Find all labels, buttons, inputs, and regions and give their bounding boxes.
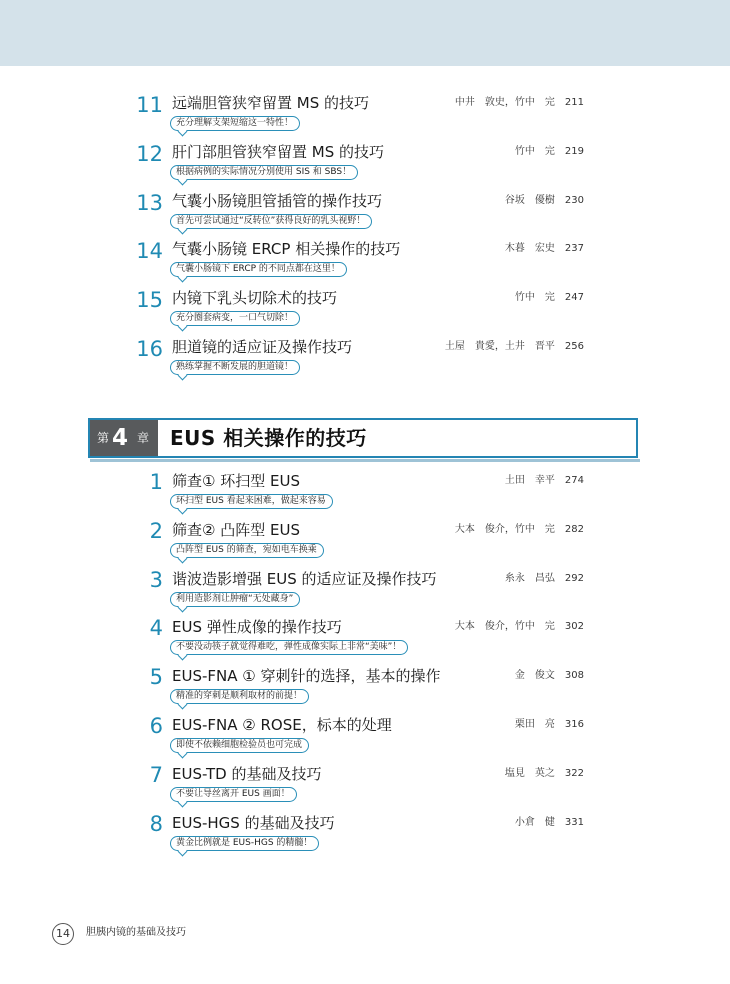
chapter-number-box xyxy=(90,420,158,456)
entry-author-page: 大本 俊介，竹中 完 302 xyxy=(454,621,584,633)
entry-tagline: 即使不依赖细胞检验员也可完成 xyxy=(170,738,309,753)
entry-number: 14 xyxy=(136,239,163,264)
running-footer-title: 胆胰内镜的基础及技巧 xyxy=(86,927,186,938)
entry-author-page: 木暮 宏史 237 xyxy=(504,243,584,255)
toc-entry[interactable] xyxy=(0,812,730,861)
entry-tagline: 不要没动筷子就觉得难吃，弹性成像实际上非常“美味”！ xyxy=(170,640,408,655)
entry-number: 12 xyxy=(136,141,163,166)
toc-entry[interactable] xyxy=(0,190,730,239)
entry-number: 8 xyxy=(149,811,163,836)
toc-entry[interactable] xyxy=(0,141,730,190)
entry-number: 11 xyxy=(136,93,163,117)
chapter-title: EUS 相关操作的技巧 xyxy=(170,426,367,450)
chapter-suffix: 章 xyxy=(137,431,150,445)
entry-tagline: 凸阵型 EUS 的筛查，宛如电车换乘 xyxy=(170,543,324,558)
toc-entry[interactable] xyxy=(0,238,730,287)
toc-entry[interactable] xyxy=(0,519,730,568)
entry-number: 16 xyxy=(136,336,163,361)
entry-author-page: 塩見 英之 322 xyxy=(504,767,584,779)
entry-title: 气囊小肠镜 ERCP 相关操作的技巧 xyxy=(172,240,401,259)
toc-entry[interactable] xyxy=(0,92,730,141)
entry-author-page: 竹中 完 219 xyxy=(514,145,584,157)
entry-tagline: 环扫型 EUS 看起来困难，做起来容易 xyxy=(170,494,333,509)
entry-tagline: 精准的穿刺是顺利取材的前提！ xyxy=(170,689,309,704)
entry-number: 15 xyxy=(136,288,163,313)
toc-entry[interactable] xyxy=(0,665,730,714)
entry-author-page: 栗田 亮 316 xyxy=(514,718,584,730)
entry-author-page: 金 俊文 308 xyxy=(514,670,584,682)
toc-entry[interactable] xyxy=(0,470,730,519)
entry-title: 肝门部胆管狭窄留置 MS 的技巧 xyxy=(172,142,385,161)
entry-number: 1 xyxy=(149,470,163,494)
entry-tagline: 根据病例的实际情况分别使用 SIS 和 SBS！ xyxy=(170,165,358,180)
chapter-number: 4 xyxy=(112,425,129,451)
entry-number: 4 xyxy=(149,616,163,641)
page-number: 14 xyxy=(52,923,74,945)
entry-title: 气囊小肠镜胆管插管的操作技巧 xyxy=(172,191,383,210)
entry-tagline: 不要让导丝离开 EUS 画面！ xyxy=(170,787,297,802)
entry-number: 2 xyxy=(149,518,163,543)
entry-tagline: 熟练掌握不断发展的胆道镜！ xyxy=(170,360,300,375)
toc-entry[interactable] xyxy=(0,616,730,665)
entry-tagline: 充分圈套病变，一口气切除！ xyxy=(170,311,300,326)
entry-number: 7 xyxy=(149,762,163,787)
entry-number: 3 xyxy=(149,567,163,592)
entry-author-page: 竹中 完 247 xyxy=(514,292,584,304)
entry-title: EUS-HGS 的基础及技巧 xyxy=(172,813,335,832)
toc-entry[interactable] xyxy=(0,568,730,617)
entry-tagline: 首先可尝试通过“反转位”获得良好的乳头视野！ xyxy=(170,214,372,229)
entry-author-page: 谷坂 優樹 230 xyxy=(504,194,584,206)
entry-number: 13 xyxy=(136,190,163,215)
entry-title: 筛查② 凸阵型 EUS xyxy=(172,520,300,539)
entry-number: 6 xyxy=(149,713,163,738)
entry-title: EUS-FNA ① 穿刺针的选择，基本的操作 xyxy=(172,667,441,686)
top-band xyxy=(0,0,730,66)
toc-section-1 xyxy=(0,92,730,385)
entry-author-page: 大本 俊介，竹中 完 282 xyxy=(454,523,584,535)
entry-tagline: 利用造影剂让肿瘤“无处藏身” xyxy=(170,592,300,607)
entry-title: 谐波造影增强 EUS 的适应证及操作技巧 xyxy=(172,569,437,588)
entry-title: 筛查① 环扫型 EUS xyxy=(172,472,300,490)
toc-entry[interactable] xyxy=(0,287,730,336)
toc-section-2 xyxy=(0,470,730,860)
entry-tagline: 气囊小肠镜下 ERCP 的不同点都在这里！ xyxy=(170,262,347,277)
entry-title: 远端胆管狭窄留置 MS 的技巧 xyxy=(172,94,370,112)
toc-entry[interactable] xyxy=(0,763,730,812)
toc-entry[interactable] xyxy=(0,714,730,763)
entry-author-page: 土田 幸平 274 xyxy=(504,475,584,486)
toc-entry[interactable] xyxy=(0,336,730,385)
entry-title: 内镜下乳头切除术的技巧 xyxy=(172,289,338,308)
entry-author-page: 小倉 健 331 xyxy=(514,816,584,828)
entry-number: 5 xyxy=(149,665,163,690)
entry-tagline: 黄金比例就是 EUS-HGS 的精髓！ xyxy=(170,836,319,851)
chapter-prefix: 第 xyxy=(97,431,110,445)
entry-title: 胆道镜的适应证及操作技巧 xyxy=(172,337,353,356)
entry-title: EUS 弹性成像的操作技巧 xyxy=(172,618,342,637)
entry-title: EUS-TD 的基础及技巧 xyxy=(172,764,322,783)
entry-tagline: 充分理解支架短缩这一特性！ xyxy=(170,116,300,131)
entry-title: EUS-FNA ② ROSE，标本的处理 xyxy=(172,715,392,734)
entry-author-page: 土屋 貴愛，土井 晋平 256 xyxy=(444,340,584,352)
entry-author-page: 中井 敦史，竹中 完 211 xyxy=(454,97,584,108)
entry-author-page: 糸永 昌弘 292 xyxy=(504,572,584,584)
chapter-header[interactable] xyxy=(88,418,638,458)
